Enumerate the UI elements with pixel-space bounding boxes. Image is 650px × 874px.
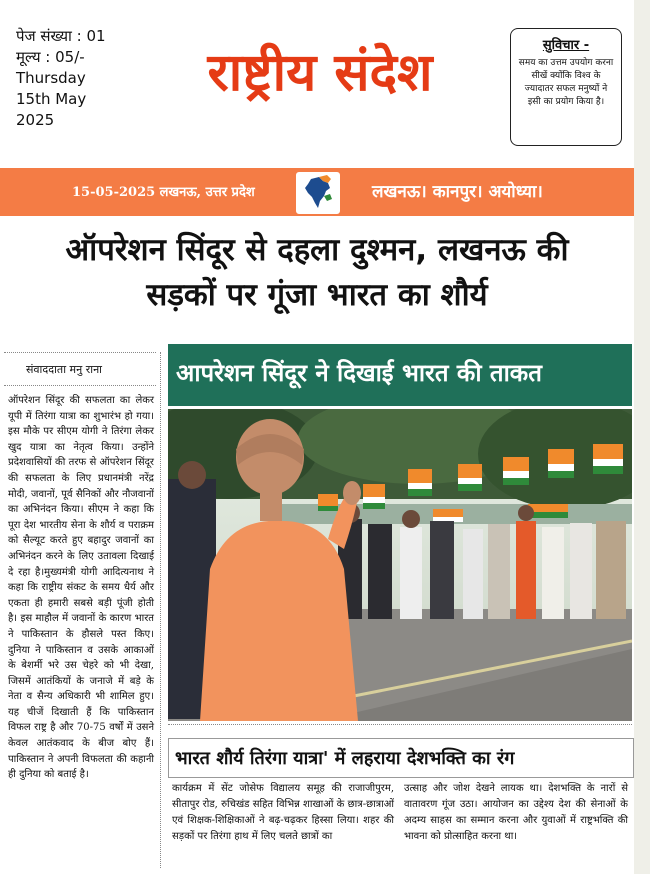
issue-meta [16,26,146,131]
feature-column-2: उत्साह और जोश देखने लायक था। देशभक्ति के नारों से वातावरण गूंज उठा। आयोजन का उद्देश्य देश की सेनाओं के अदम्य साहस का सम्मान करना और युवाओं में राष्ट्रभक्ति की भावना को प्रोत्साहित करना था। [404,783,628,842]
page-number: पेज संख्या : 01 [16,27,106,45]
left-article-column [4,352,156,868]
headline-line-2: सड़कों पर गूंजा भारत का शौर्य [146,277,488,313]
page-edge [634,0,650,874]
column-divider [160,352,161,868]
main-headline [0,228,634,318]
issue-day: Thursday [16,69,86,87]
thought-heading: सुविचार - [542,38,590,53]
issue-date: 15th May [16,90,87,108]
edition-cities: लखनऊ। कानपुर। अयोध्या। [372,182,543,202]
feature-heading: आपरेशन सिंदूर ने दिखाई भारत की ताकत [176,359,542,387]
headline-line-1: ऑपरेशन सिंदूर से दहला दुश्मन, लखनऊ की [65,232,569,268]
masthead [0,0,634,165]
section-divider [168,724,632,725]
sub-heading: भारत शौर्य तिरंगा यात्रा' में लहराया देशभक्ति का रंग [175,748,515,769]
issue-year: 2025 [16,111,55,129]
left-article-body: ऑपरेशन सिंदूर की सफलता का लेकर यूपी में तिरंगा यात्रा का शुभारंभ हो गया। इस मौके पर सीएम योगी ने तिरंगा लेकर खुद यात्रा का नेतृत्व किया। उन्होंने प्रदेशवासियों की तरफ से ऑपरेशन सिंदूर की सफलता के लिए प्रधानमंत्री नरेंद्र मोदी, जवानों, पूर्व सैनिकों और नौजवानों का अभिनंदन किया। सीएम ने कहा कि पूरा देश भारतीय सेना के शौर्य व पराक्रम को सैल्यूट करते हुए बहादुर जवानों का अभिनंदन करने के लिए उतावला दिखाई दे रहा है।मुख्यमंत्री योगी आदित्यनाथ ने कहा कि राष्ट्रीय संकट के समय धैर्य और एकता ही हमारी सबसे बड़ी पूंजी होती है। इस माहौल में जवानों के कारण भारत ने पाकिस्तान के हौसले पस्त किए। दुनिया ने पाकिस्तान व उसके आकाओं के बेशर्मी भरे उस चेहरे को भी देखा, जिसमें आतंकियों के जनाजे में बड़े के नेता व सैन्य अधिकारी भी शामिल हुए। यह चीजें दिखाती हैं कि पाकिस्तान विफल राष्ट्र है और 70-75 वर्षों में उसने केवल आतंकवाद के बीज बोए हैं। पाकिस्तान ने अपनी विफलता की कहानी ही दुनिया को बताई है। [8,395,154,781]
price: मूल्य : 05/- [16,48,85,66]
thought-text: समय का उत्तम उपयोग करना सीखें क्योंकि विश्व के ज्यादातर सफल मनुष्यों ने इसी का प्रयोग किया है। [518,58,614,107]
dateline-band [0,168,634,216]
feature-column-1: कार्यक्रम में सेंट जोसेफ विद्यालय समूह की राजाजीपुरम, सीतापुर रोड, रुचिखंड सहित विभिन्न शाखाओं के छात्र-छात्राओं एवं शिक्षक-शिक्षिकाओं ने बढ़-चढ़कर हिस्सा लिया। शहर की सड़कों पर तिरंगा हाथ में लिए चलते छात्रों का [172,783,394,842]
newspaper-title: राष्ट्रीय संदेश [207,43,433,103]
sub-heading-box [168,738,634,778]
thought-box [510,28,622,146]
feature-heading-banner [168,344,632,406]
india-map-logo-icon [296,172,340,214]
dateline: 15-05-2025 लखनऊ, उत्तर प्रदेश [72,185,255,200]
rally-photo [168,409,632,721]
byline: संवाददाता मनु राना [4,352,156,386]
